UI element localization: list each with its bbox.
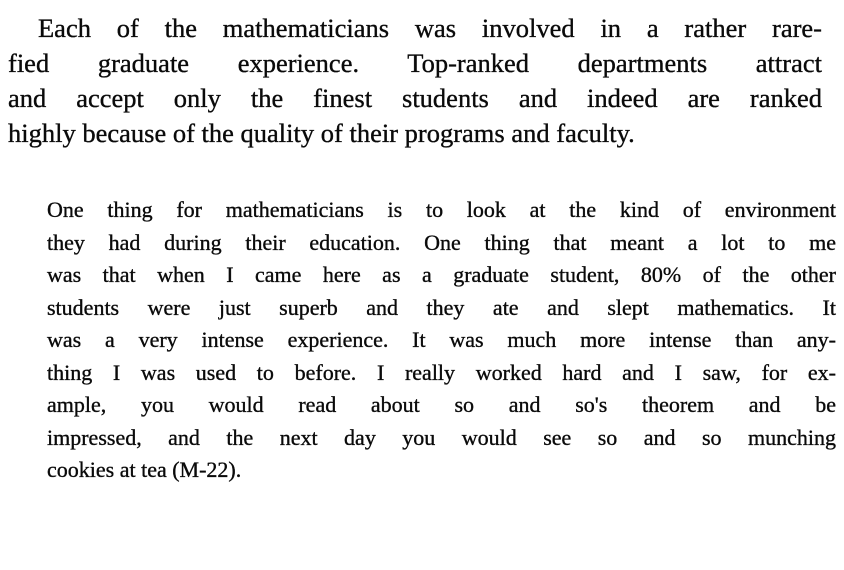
text-line: ample, you would read about so and so's theorem and be	[47, 392, 836, 417]
text-line: students were just superb and they ate and slept mathematics. It	[47, 294, 836, 320]
text-line: One thing for mathematicians is to look at the kind of environment	[47, 197, 836, 222]
interview-quote-paragraph	[47, 194, 836, 487]
book-page	[0, 11, 844, 570]
text-line: Each of the mathematicians was involved in a rather rare-	[38, 13, 822, 43]
body-paragraph	[8, 11, 822, 151]
text-line: fied graduate experience. Top-ranked departments attract	[8, 48, 822, 78]
text-line: was a very intense experience. It was much more intense than any-	[47, 327, 836, 352]
text-line: highly because of the quality of their programs and faculty.	[8, 118, 635, 148]
text-line: cookies at tea (M-22).	[47, 457, 242, 482]
text-line: impressed, and the next day you would see so and so munching	[47, 424, 836, 450]
text-line: thing I was used to before. I really worked hard and I saw, for ex-	[47, 359, 836, 385]
text-line: was that when I came here as a graduate student, 80% of the other	[47, 262, 836, 287]
text-line: they had during their education. One thing that meant a lot to me	[47, 229, 836, 255]
text-line: and accept only the finest students and indeed are ranked	[8, 83, 822, 113]
